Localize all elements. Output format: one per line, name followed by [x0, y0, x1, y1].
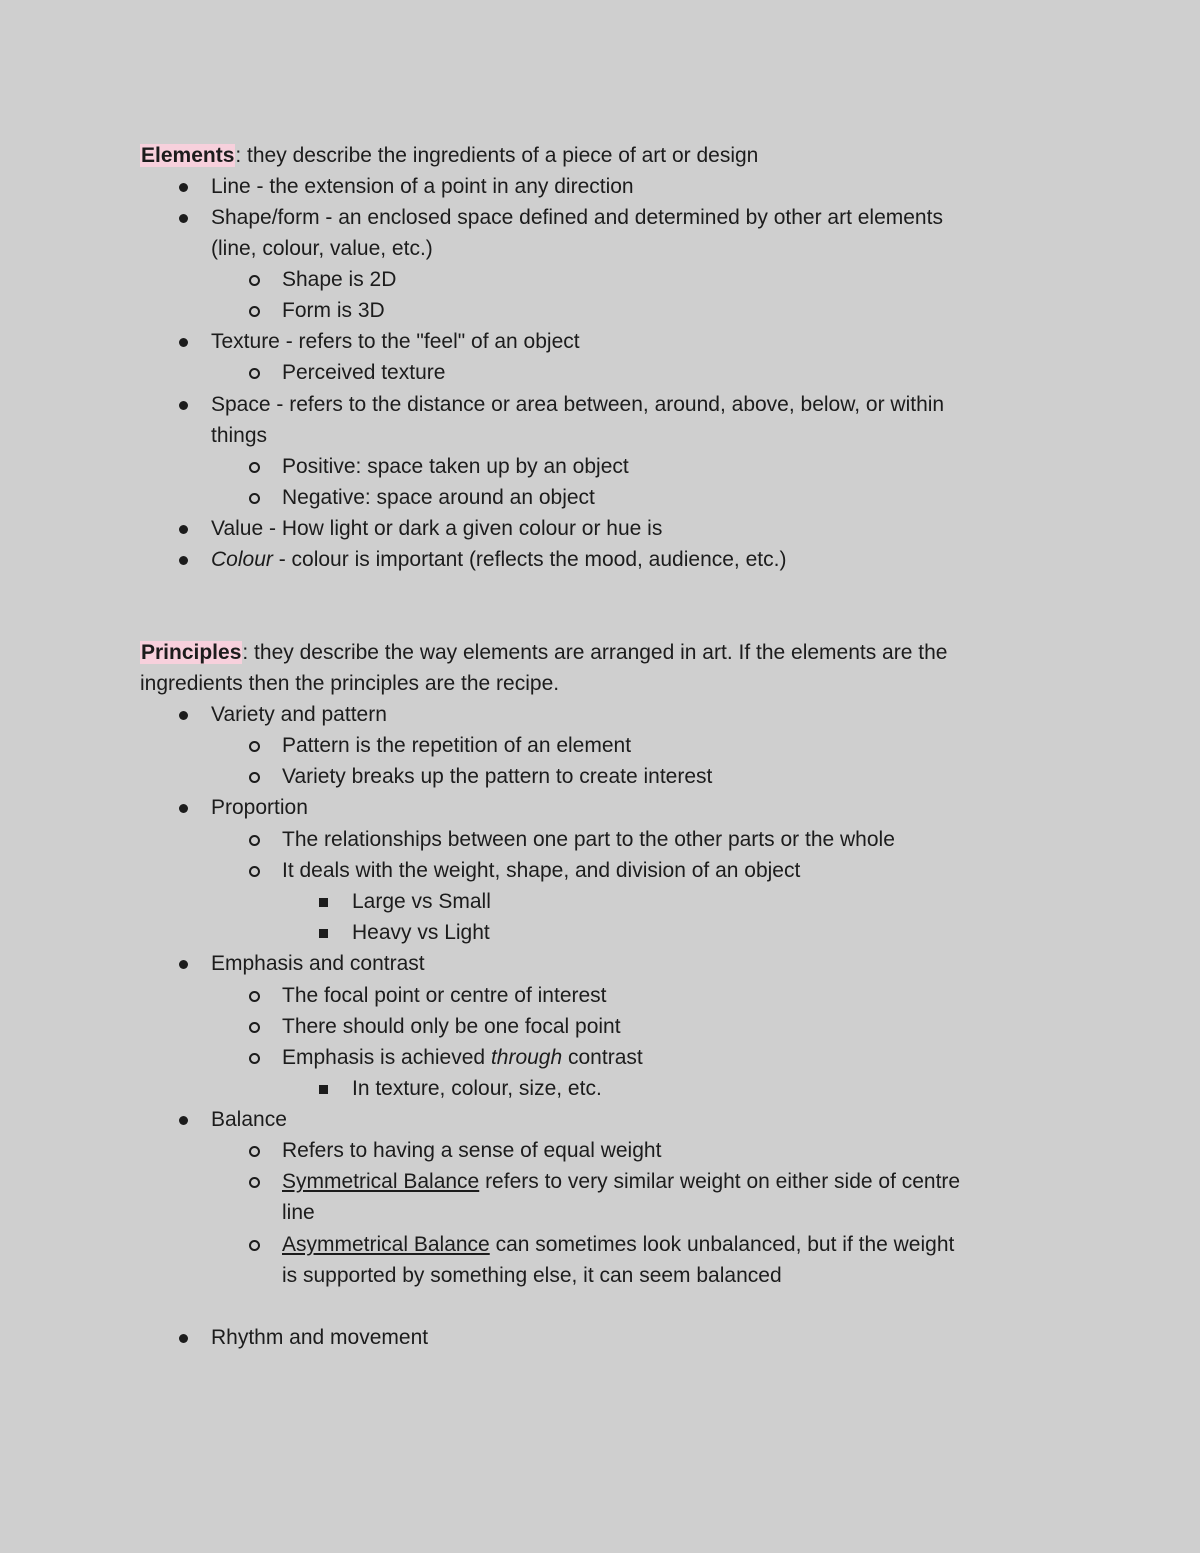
bullet-icon: [179, 711, 188, 720]
bullet-icon: [179, 556, 188, 565]
bullet-icon: [179, 960, 188, 969]
hollow-bullet-icon: [249, 1022, 260, 1033]
elements-intro: : they describe the ingredients of a piece of art or design: [235, 144, 759, 167]
hollow-bullet-icon: [249, 275, 260, 286]
hollow-bullet-icon: [249, 1177, 260, 1188]
hollow-bullet-icon: [249, 741, 260, 752]
hollow-bullet-icon: [249, 1053, 260, 1064]
square-bullet-icon: [319, 898, 328, 907]
hollow-bullet-icon: [249, 368, 260, 379]
hollow-bullet-icon: [249, 1240, 260, 1251]
bullet-icon: [179, 525, 188, 534]
bullet-icon: [179, 338, 188, 347]
document-page: Elements: they describe the ingredients of a piece of art or design Line - the extension of a point in any direction Shape/form - an enclosed space defined and determined by other art elements (line, colour, value, etc.) Shape is 2D Form is 3D Texture - refers to the "feel" of an object Perceived texture Space - refers to the distance or area between, around, above, below, or within things Positive: space taken up by an object Negative: space around an object Value - How light or dark a given colour or hue is Colour - colour is important (reflects the mood, audience, etc.) Principles: they describe the way elements are arranged in art. If the elements are the ingredients then the principles are the recipe. Variety and pattern Pattern is the repetition of an element Variety breaks up the pattern to create interest Proportion The relationships between one part to the other parts or the whole It deals with the weight, shape, and division of an object Large vs Small Heavy vs Light Emphasis and contrast The focal point or centre of interest There should only be one focal point Emphasis is achieved through contrast In texture, colour, size, etc. Balance Refers to having a sense of equal weight Symmetrical Balance refers to very similar weight on either side of centre line Asymmetrical Balance can sometimes look unbalanced, but if the weight is supported by something else, it can seem balanced Rhythm and movement: [140, 144, 961, 1349]
asymmetrical-balance-term: Asymmetrical Balance: [282, 1233, 490, 1256]
bullet-icon: [179, 183, 188, 192]
hollow-bullet-icon: [249, 306, 260, 317]
hollow-bullet-icon: [249, 493, 260, 504]
elements-heading: Elements: [141, 144, 235, 167]
bullet-icon: [179, 1334, 188, 1343]
bullet-icon: [179, 214, 188, 223]
hollow-bullet-icon: [249, 462, 260, 473]
hollow-bullet-icon: [249, 991, 260, 1002]
hollow-bullet-icon: [249, 772, 260, 783]
principles-heading: Principles: [141, 641, 242, 664]
symmetrical-balance-term: Symmetrical Balance: [282, 1170, 480, 1193]
principles-intro: : they describe the way elements are arranged in art. If the elements are the: [242, 641, 948, 664]
bullet-icon: [179, 1116, 188, 1125]
hollow-bullet-icon: [249, 835, 260, 846]
bullet-icon: [179, 401, 188, 410]
hollow-bullet-icon: [249, 866, 260, 877]
square-bullet-icon: [319, 1085, 328, 1094]
bullet-icon: [179, 804, 188, 813]
square-bullet-icon: [319, 929, 328, 938]
hollow-bullet-icon: [249, 1146, 260, 1157]
